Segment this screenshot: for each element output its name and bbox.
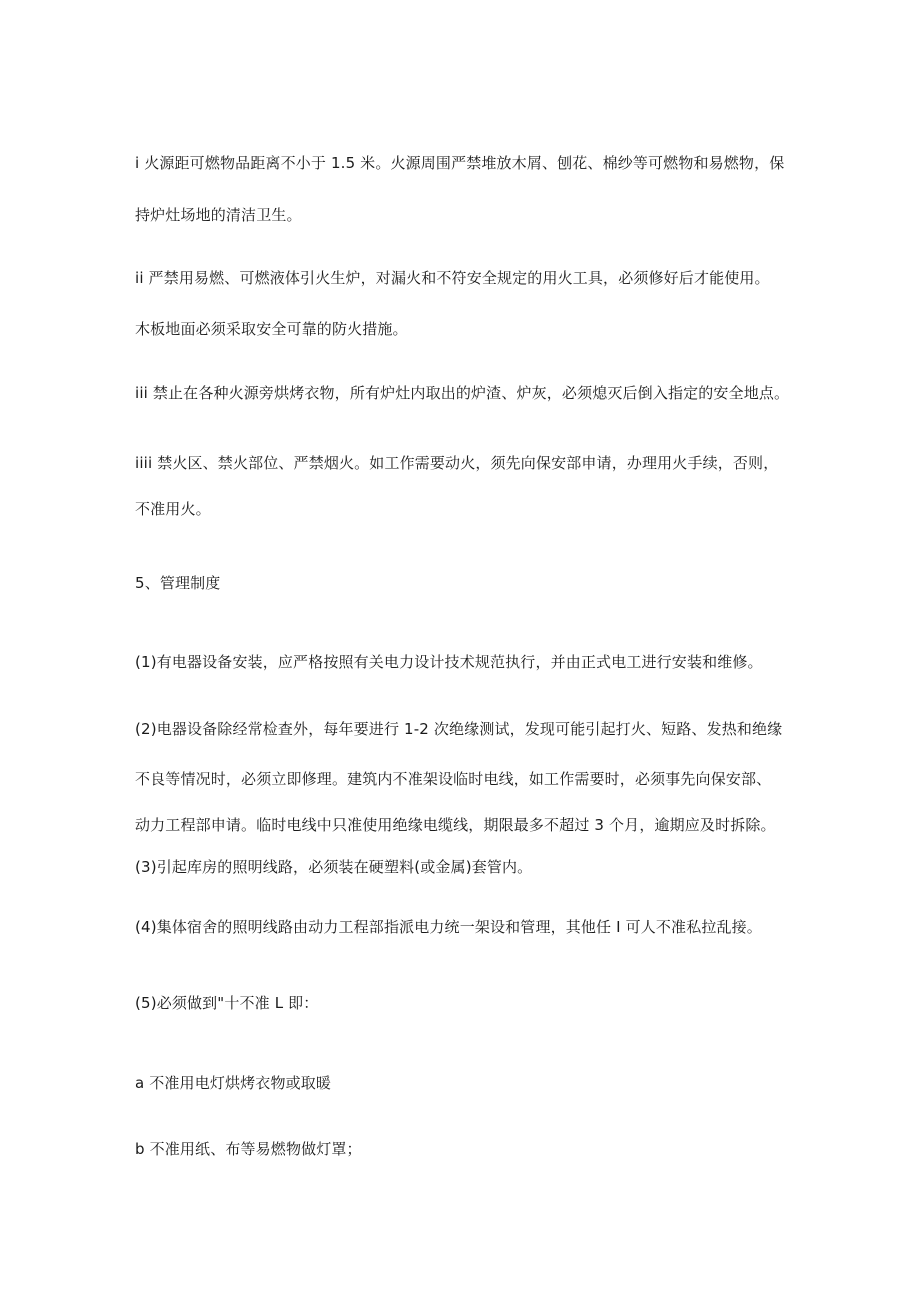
text-line: 不准用火。: [135, 500, 211, 518]
text-line: iiii 禁火区、禁火部位、严禁烟火。如工作需要动火，须先向保安部申请，办理用火手续，否则，: [135, 454, 779, 472]
text-line: (3)引起库房的照明线路，必须装在硬塑料(或金属)套管内。: [135, 858, 533, 876]
text-line: 木板地面必须采取安全可靠的防火措施。: [135, 320, 408, 338]
text-line: (2)电器设备除经常检查外，每年要进行 1-2 次绝缘测试，发现可能引起打火、短路、发热和绝缘: [135, 720, 783, 738]
list-item: a 不准用电灯烘烤衣物或取暖: [135, 1074, 332, 1092]
text-line: 持炉灶场地的清洁卫生。: [135, 206, 302, 224]
section-heading: 5、管理制度: [135, 574, 221, 592]
text-line: ii 严禁用易燃、可燃液体引火生炉，对漏火和不符安全规定的用火工具，必须修好后才能使用。: [135, 269, 770, 287]
text-line: i 火源距可燃物品距离不小于 1.5 米。火源周围严禁堆放木屑、刨花、棉纱等可燃物和易燃物，保: [135, 154, 785, 172]
text-line: 动力工程部申请。临时电线中只准使用绝缘电缆线，期限最多不超过 3 个月，逾期应及时拆除。: [135, 816, 776, 834]
text-line: (5)必须做到"十不准 L 即：: [135, 994, 319, 1012]
text-line: 不良等情况时，必须立即修理。建筑内不准架设临时电线，如工作需要时，必须事先向保安部、: [135, 770, 772, 788]
text-line: iii 禁止在各种火源旁烘烤衣物，所有炉灶内取出的炉渣、炉灰，必须熄灭后倒入指定的安全地点。: [135, 384, 790, 402]
text-line: (4)集体宿舍的照明线路由动力工程部指派电力统一架设和管理，其他任 I 可人不准私拉乱接。: [135, 918, 762, 936]
list-item: b 不准用纸、布等易燃物做灯罩；: [135, 1140, 362, 1158]
text-line: (1)有电器设备安装，应严格按照有关电力设计技术规范执行，并由正式电工进行安装和维修。: [135, 653, 763, 671]
